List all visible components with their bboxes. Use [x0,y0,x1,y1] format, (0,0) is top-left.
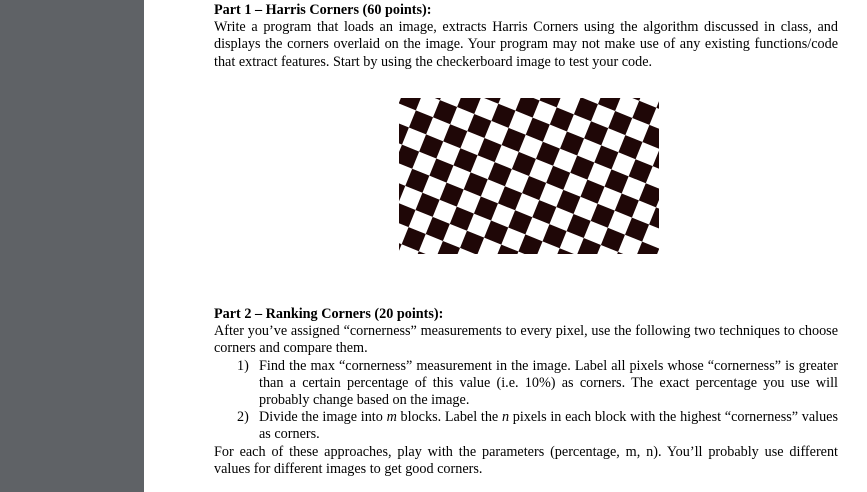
technique-item-2 [214,409,838,443]
technique-text-2c: pixels in each block with the highest “cornerness” values as corners. [259,409,838,443]
technique-number-2: 2) [237,409,249,426]
variable-n: n [501,409,510,426]
technique-number-1: 1) [237,357,249,374]
part2-heading: Part 2 – Ranking Corners (20 points): [214,306,444,322]
part1-body: Write a program that loads an image, extracts Harris Corners using the algorithm discussed in class, and displays the corners overlaid on the image. Your program may not make use of any existing functions/code that extract features. Start by using the checkerboard image to test your code. [214,19,838,70]
technique-item-1 [214,358,838,410]
part1-heading: Part 1 – Harris Corners (60 points): [214,2,432,18]
variable-m: m [386,409,397,426]
part2-closing: For each of these approaches, play with the parameters (percentage, m, n). You’ll probably use different values for different images to get good corners. [214,443,838,477]
part1-section [214,2,838,71]
part2-intro: After you’ve assigned “cornerness” measurements to every pixel, use the following two techniques to choose corners and compare them. [214,323,838,357]
document-page [144,0,867,492]
checkerboard-graphic [398,97,660,255]
technique-text-1: Find the max “cornerness” measurement in the image. Label all pixels whose “cornerness” is greater than a certain percentage of this value (i.e. 10%) as corners. The exact percentage you use will probably change based on the image. [259,357,838,409]
checkerboard-image [398,97,660,255]
part2-section [214,306,838,478]
technique-list [214,358,838,444]
technique-text-2b: blocks. Label the [396,409,502,426]
viewer-sidebar [0,0,144,492]
technique-text-2a: Divide the image into [259,409,387,426]
